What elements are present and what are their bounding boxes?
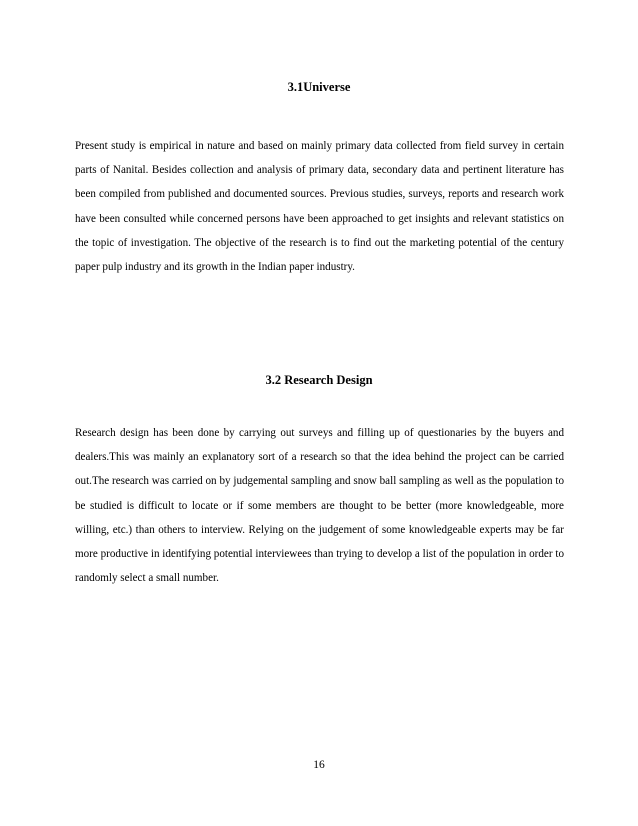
section-heading-universe: 3.1Universe — [287, 80, 351, 94]
page-number: 16 — [313, 759, 325, 771]
section-body-research-design: Research design has been done by carrying out surveys and filling up of questionaries by the buyers and dealers.This was mainly an explanatory sort of a research so that the idea behind the project can be carried out.The research was carried on by judgemental sampling and snow ball sampling as well as the population to be studied is difficult to locate or if some members are thought to be better (more knowledgeable, more willing, etc.) than others to interview. Relying on the judgement of some knowledgeable experts may be far more productive in identifying potential interviewees than trying to develop a list of the population in order to randomly select a small number. — [75, 427, 564, 585]
section-body-universe: Present study is empirical in nature and based on mainly primary data collected from field survey in certain parts of Nanital. Besides collection and analysis of primary data, secondary data and pertinent literature has been compiled from published and documented sources. Previous studies, surveys, reports and research work have been consulted while concerned persons have been approached to get insights and relevant statistics on the topic of investigation. The objective of the research is to find out the marketing potential of the century paper pulp industry and its growth in the Indian paper industry. — [75, 140, 564, 274]
section-heading-research-design: 3.2 Research Design — [265, 373, 373, 387]
